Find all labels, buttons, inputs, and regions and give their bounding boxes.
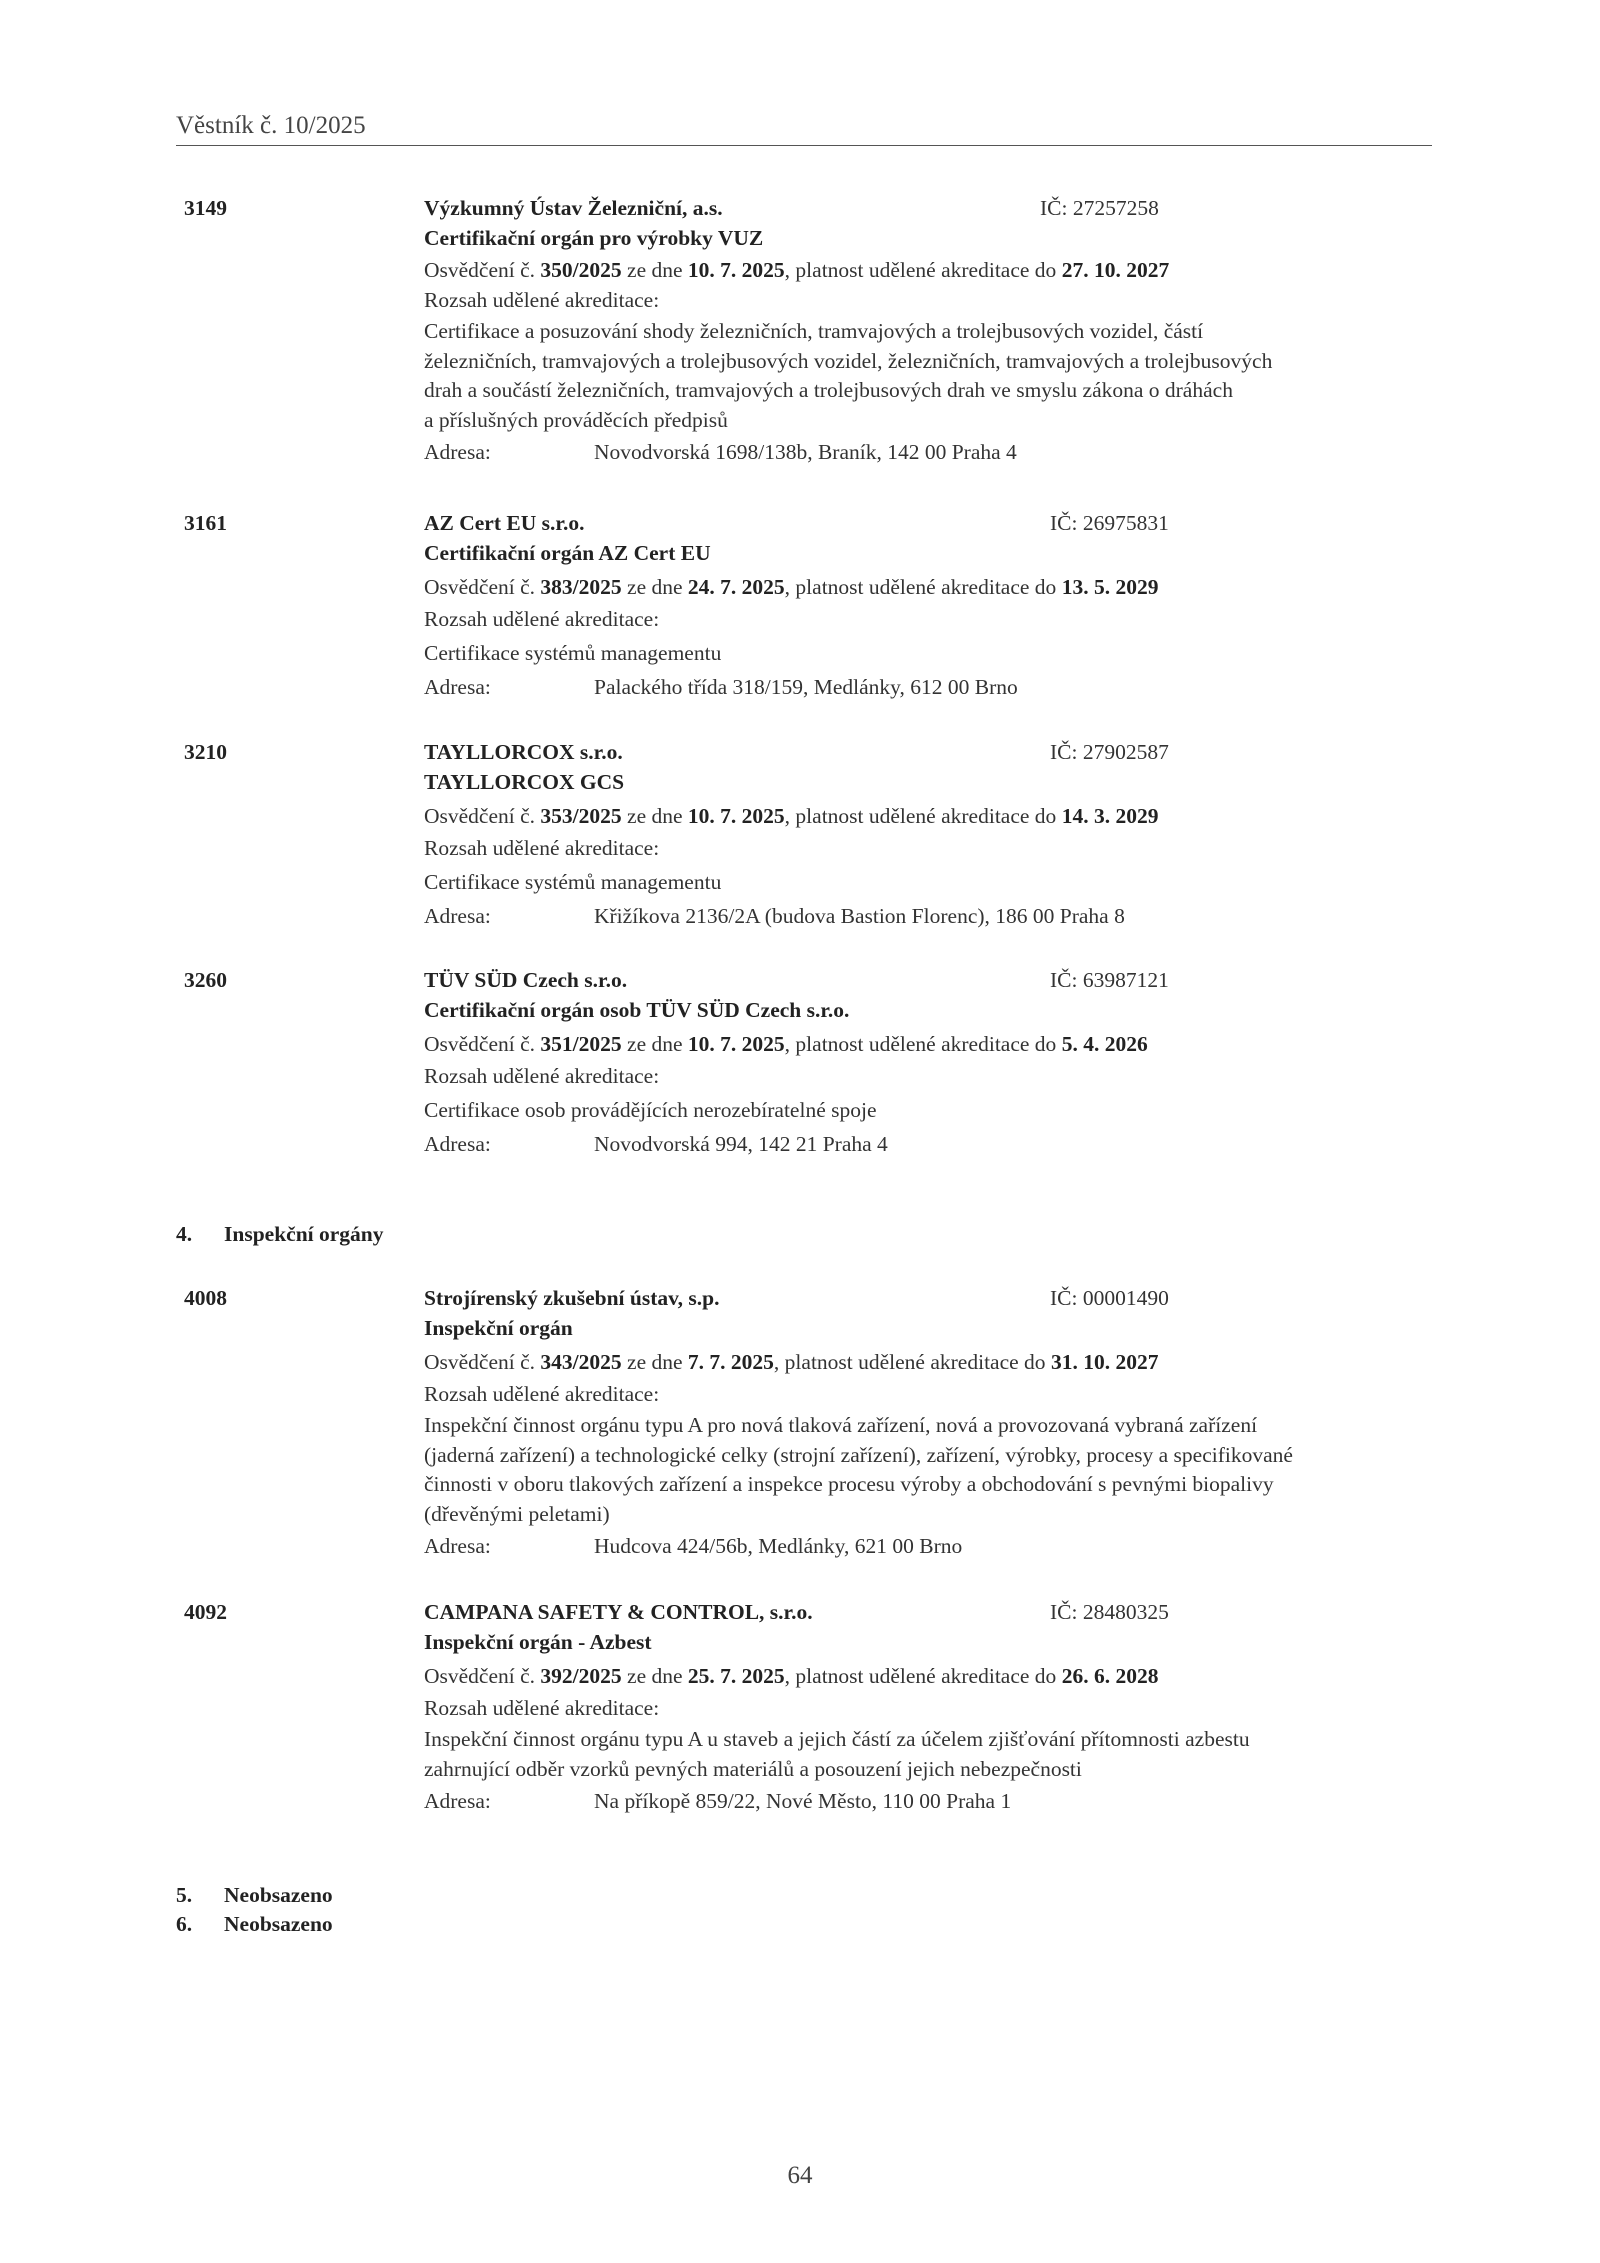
entry-scope-label: Rozsah udělené akreditace: xyxy=(424,1696,660,1720)
entry-company-name: AZ Cert EU s.r.o. xyxy=(424,511,585,535)
cert-number: 350/2025 xyxy=(540,258,622,282)
entry-ic: IČ: 27257258 xyxy=(1040,196,1159,220)
entry-number: 3260 xyxy=(184,968,227,992)
entry-number: 3161 xyxy=(184,511,227,535)
entry-scope: Inspekční činnost orgánu typu A pro nová tlaková zařízení, nová a provozovaná vybraná zařízení (jaderná zařízení) a technologické celky (strojní zařízení), zařízení, výrobky, procesy a specifikované činnosti v oboru tlakových zařízení a inspekce procesu výroby a obchodování s pevnými biopalivy (dřevěnými peletami) xyxy=(424,1413,1293,1526)
cert-date: 10. 7. 2025 xyxy=(687,804,785,828)
cert-number: 351/2025 xyxy=(540,1032,622,1056)
cert-date: 10. 7. 2025 xyxy=(687,1032,785,1056)
entry-number: 4092 xyxy=(184,1600,227,1624)
cert-date: 10. 7. 2025 xyxy=(687,258,785,282)
cert-valid-until: 26. 6. 2028 xyxy=(1061,1664,1159,1688)
cert-number: 353/2025 xyxy=(540,804,622,828)
cert-valid-until: 13. 5. 2029 xyxy=(1061,575,1159,599)
entry-scope-label: Rozsah udělené akreditace: xyxy=(424,288,660,312)
entry-scope: Certifikace systémů managementu xyxy=(424,641,722,665)
entry-company-name: Strojírenský zkušební ústav, s.p. xyxy=(424,1286,720,1310)
cert-number: 343/2025 xyxy=(540,1350,622,1374)
entry-organ-name: TAYLLORCOX GCS xyxy=(424,770,625,794)
entry-company-name: CAMPANA SAFETY & CONTROL, s.r.o. xyxy=(424,1600,813,1624)
entry-number: 3149 xyxy=(184,196,227,220)
entry-address: Adresa: Na příkopě 859/22, Nové Město, 110 00 Praha 1 xyxy=(424,1789,1012,1813)
entry-address: Adresa: Hudcova 424/56b, Medlánky, 621 00 Brno xyxy=(424,1534,963,1558)
entry-certificate: Osvědčení č. 392/2025 ze dne 25. 7. 2025, platnost udělené akreditace do 26. 6. 2028 xyxy=(424,1664,1159,1688)
cert-valid-until: 5. 4. 2026 xyxy=(1061,1032,1148,1056)
entry-organ-name: Inspekční orgán xyxy=(424,1316,573,1340)
journal-header: Věstník č. 10/2025 xyxy=(176,112,366,139)
entry-certificate: Osvědčení č. 383/2025 ze dne 24. 7. 2025, platnost udělené akreditace do 13. 5. 2029 xyxy=(424,575,1159,599)
entry-scope-label: Rozsah udělené akreditace: xyxy=(424,1382,660,1406)
entry-certificate: Osvědčení č. 353/2025 ze dne 10. 7. 2025, platnost udělené akreditace do 14. 3. 2029 xyxy=(424,804,1159,828)
entry-number: 3210 xyxy=(184,740,227,764)
entry-scope-label: Rozsah udělené akreditace: xyxy=(424,607,660,631)
section-heading-5: 5. Neobsazeno xyxy=(176,1883,333,1907)
entry-address: Adresa: Novodvorská 1698/138b, Braník, 142 00 Praha 4 xyxy=(424,440,1017,464)
entry-ic: IČ: 26975831 xyxy=(1050,511,1169,535)
entry-scope: Certifikace systémů managementu xyxy=(424,870,722,894)
entry-ic: IČ: 00001490 xyxy=(1050,1286,1169,1310)
cert-date: 7. 7. 2025 xyxy=(687,1350,774,1374)
entry-ic: IČ: 27902587 xyxy=(1050,740,1169,764)
entry-organ-name: Certifikační orgán osob TÜV SÜD Czech s.r.o. xyxy=(424,998,850,1022)
entry-ic: IČ: 28480325 xyxy=(1050,1600,1169,1624)
entry-ic: IČ: 63987121 xyxy=(1050,968,1169,992)
entry-address: Adresa: Palackého třída 318/159, Medlánky, 612 00 Brno xyxy=(424,675,1018,699)
header-rule xyxy=(176,145,1432,146)
entry-organ-name: Certifikační orgán AZ Cert EU xyxy=(424,541,711,565)
entry-certificate: Osvědčení č. 350/2025 ze dne 10. 7. 2025, platnost udělené akreditace do 27. 10. 2027 xyxy=(424,258,1170,282)
entry-number: 4008 xyxy=(184,1286,227,1310)
entry-address: Adresa: Křižíkova 2136/2A (budova Bastion Florenc), 186 00 Praha 8 xyxy=(424,904,1125,928)
entry-organ-name: Certifikační orgán pro výrobky VUZ xyxy=(424,226,764,250)
entry-scope: Certifikace a posuzování shody železničních, tramvajových a trolejbusových vozidel, částí železničních, tramvajových a trolejbusových vozidel, železničních, tramvajových a trolejbusových drah a součástí železničních, tramvajových a trolejbusových drah ve smyslu zákona o dráhách a příslušných prováděcích předpisů xyxy=(424,319,1273,432)
entry-scope-label: Rozsah udělené akreditace: xyxy=(424,836,660,860)
cert-number: 392/2025 xyxy=(540,1664,622,1688)
section-heading-inspection-bodies: 4. Inspekční orgány xyxy=(176,1222,384,1246)
entry-scope: Certifikace osob provádějících nerozebíratelné spoje xyxy=(424,1098,877,1122)
entry-company-name: TÜV SÜD Czech s.r.o. xyxy=(424,968,628,992)
entry-address: Adresa: Novodvorská 994, 142 21 Praha 4 xyxy=(424,1132,888,1156)
cert-date: 24. 7. 2025 xyxy=(687,575,785,599)
cert-valid-until: 27. 10. 2027 xyxy=(1061,258,1170,282)
entry-organ-name: Inspekční orgán - Azbest xyxy=(424,1630,652,1654)
cert-valid-until: 14. 3. 2029 xyxy=(1061,804,1159,828)
cert-date: 25. 7. 2025 xyxy=(687,1664,785,1688)
cert-number: 383/2025 xyxy=(540,575,622,599)
entry-company-name: Výzkumný Ústav Železniční, a.s. xyxy=(424,196,723,220)
entry-scope-label: Rozsah udělené akreditace: xyxy=(424,1064,660,1088)
entry-scope: Inspekční činnost orgánu typu A u staveb a jejich částí za účelem zjišťování přítomnosti azbestu zahrnující odběr vzorků pevných materiálů a posouzení jejich nebezpečnosti xyxy=(424,1727,1250,1781)
cert-valid-until: 31. 10. 2027 xyxy=(1050,1350,1159,1374)
section-heading-6: 6. Neobsazeno xyxy=(176,1912,333,1936)
entry-certificate: Osvědčení č. 351/2025 ze dne 10. 7. 2025, platnost udělené akreditace do 5. 4. 2026 xyxy=(424,1032,1148,1056)
page-number: 64 xyxy=(787,2162,813,2189)
entry-company-name: TAYLLORCOX s.r.o. xyxy=(424,740,623,764)
entry-certificate: Osvědčení č. 343/2025 ze dne 7. 7. 2025, platnost udělené akreditace do 31. 10. 2027 xyxy=(424,1350,1159,1374)
